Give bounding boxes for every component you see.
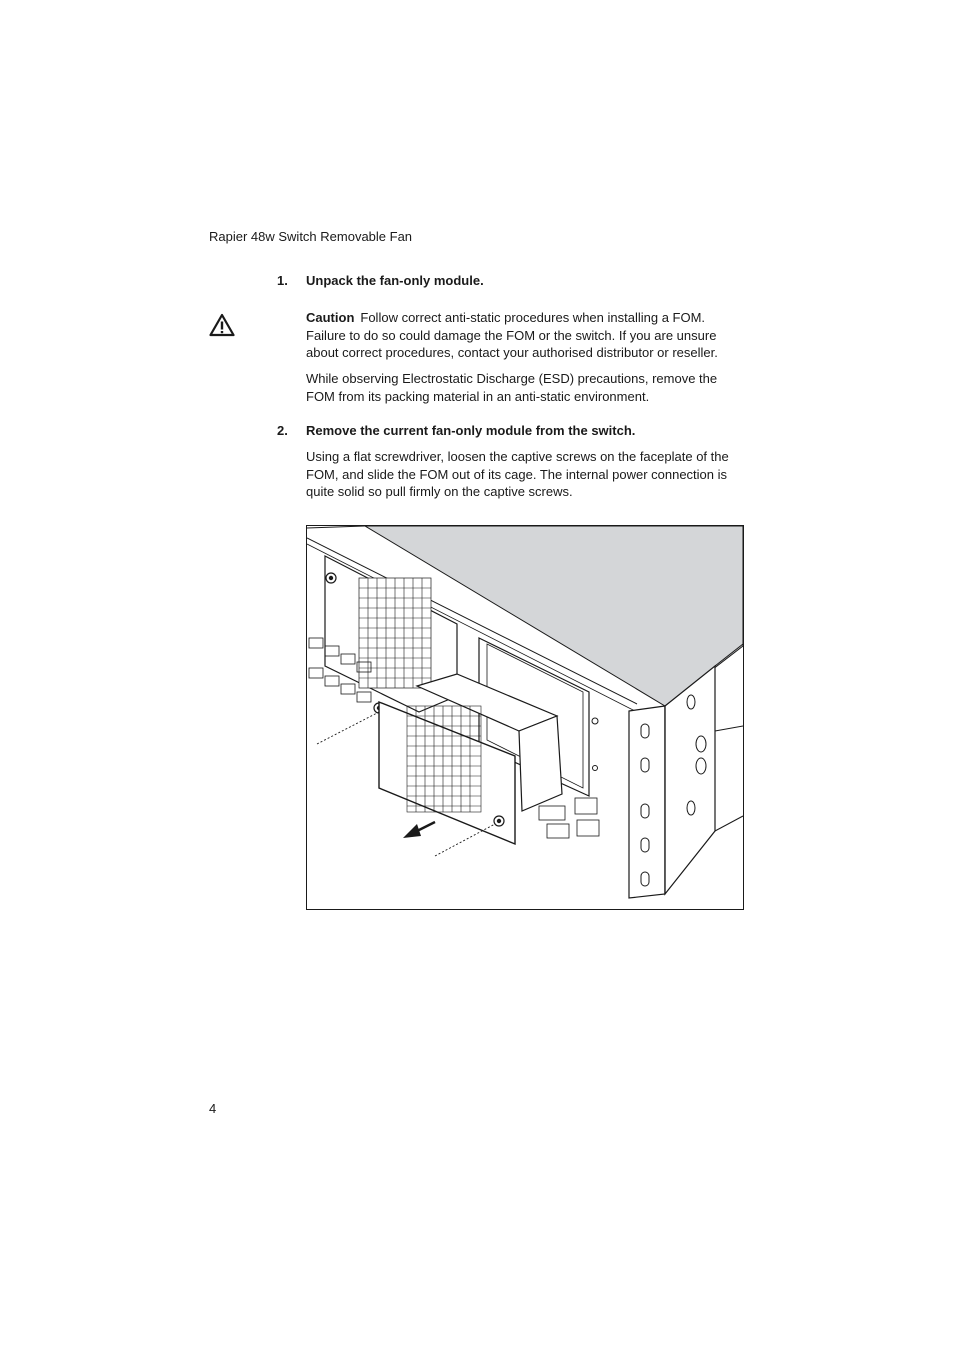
step-1-number: 1.: [277, 273, 288, 288]
step-2-number: 2.: [277, 423, 288, 438]
esd-paragraph: While observing Electrostatic Discharge (ESD) precautions, remove the FOM from its packing material in an anti-static environment.: [306, 371, 718, 404]
caution-label: Caution: [306, 310, 355, 325]
removal-paragraph: Using a flat screwdriver, loosen the captive screws on the faceplate of the FOM, and slide the FOM out of its cage. The internal power connection is quite solid so pull firmly on the captive screws.: [306, 449, 729, 499]
fom-removal-illustration: [306, 525, 744, 910]
step-1-title: Unpack the fan-only module.: [306, 273, 484, 288]
warning-triangle-icon: [209, 313, 235, 337]
caution-text: Follow correct anti-static procedures when installing a FOM. Failure to do so could damage the FOM or the switch. If you are unsure about correct procedures, contact your authorised distributor or reseller.: [306, 310, 718, 360]
page-number: 4: [209, 1101, 217, 1116]
running-header: Rapier 48w Switch Removable Fan: [209, 229, 413, 244]
step-2-title: Remove the current fan-only module from the switch.: [306, 423, 636, 438]
caution-paragraph: [306, 309, 746, 362]
